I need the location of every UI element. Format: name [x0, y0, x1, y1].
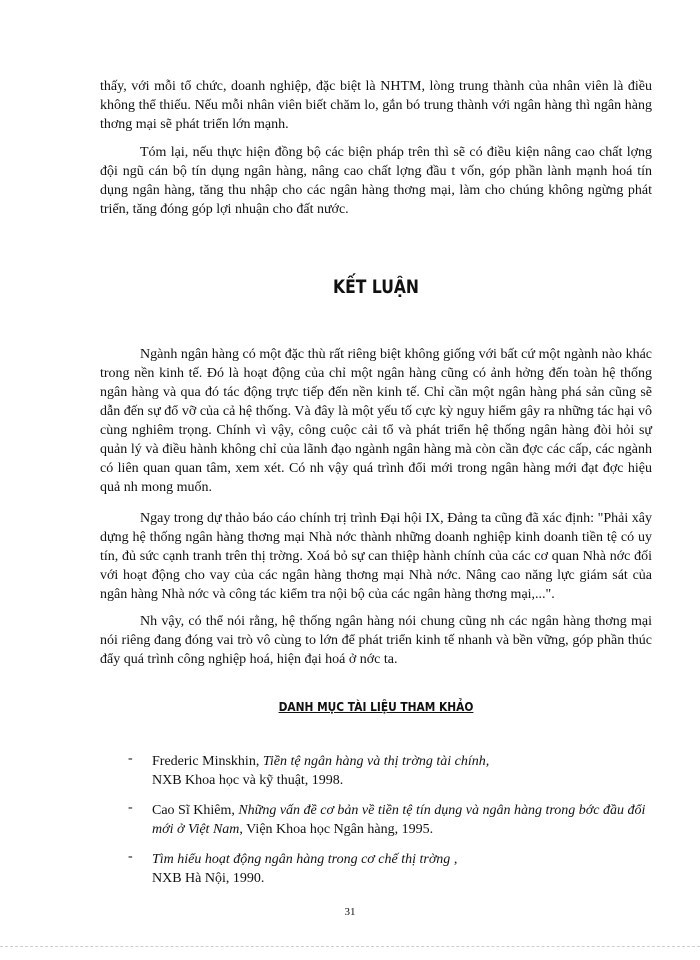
- paragraph-text: Nh vậy, có thể nói rằng, hệ thống ngân hàng nói chung cũng nh các ngân hàng thơng mại nói riêng đang đóng vai trò vô cùng to lớn để phát triển kinh tế nhanh và bền vững, góp phần thúc đẩy quá trình công nghiệp hoá, hiện đại hoá ở nớc ta.: [100, 614, 652, 667]
- bullet-dash: -: [128, 751, 133, 766]
- reference-publisher: NXB Hà Nội, 1990.: [152, 871, 265, 886]
- reference-title: Tìm hiểu hoạt động ngân hàng trong cơ chế thị trờng: [152, 852, 451, 867]
- paragraph-summary: [100, 143, 652, 219]
- reference-publisher: , Viện Khoa học Ngân hàng, 1995.: [239, 822, 434, 837]
- reference-author: Cao Sĩ Khiêm,: [152, 803, 239, 818]
- reference-item: [128, 801, 658, 839]
- footer-divider: [0, 946, 700, 947]
- bullet-dash: -: [128, 849, 133, 864]
- references-list: [128, 752, 658, 899]
- paragraph-text: Tóm lại, nếu thực hiện đồng bộ các biện pháp trên thì sẽ có điều kiện nâng cao chất lợng đội ngũ cán bộ tín dụng ngân hàng, nâng cao chất lợng đầu t vốn, góp phần lành mạnh hoá tín dụng ngân hàng, tăng thu nhập cho các ngân hàng thơng mại, làm cho chúng không ngừng phát triển, tăng đóng góp lợi nhuận cho đất nước.: [100, 145, 652, 217]
- reference-title: Những vấn đề cơ bản về tiền tệ tín dụng và ngân hàng trong bớc đầu đổi mới ở Việt Nam: [152, 803, 646, 837]
- paragraph-text: Ngay trong dự thảo báo cáo chính trị trình Đại hội IX, Đảng ta cũng đã xác định: "Phải xây dựng hệ thống ngân hàng thơng mại Nhà nớc thành những doanh nghiệp kinh doanh tiền tệ có uy tín, đủ sức cạnh tranh trên thị trờng. Xoá bỏ sự can thiệp hành chính của các cơ quan Nhà nớc đối với hoạt động cho vay của các ngân hàng thơng mại Nhà nớc. Nâng cao năng lực giám sát của ngân hàng Nhà nớc và công tác kiểm tra nội bộ của các ngân hàng thơng mại,...".: [100, 511, 652, 602]
- page-number: 31: [344, 906, 356, 918]
- bullet-dash: -: [128, 800, 133, 815]
- reference-author: Frederic Minskhin,: [152, 754, 263, 769]
- references-title: DANH MỤC TÀI LIỆU THAM KHẢO: [278, 699, 474, 714]
- section-heading-conclusion: KẾT LUẬN: [333, 276, 419, 298]
- reference-publisher: NXB Khoa học và kỹ thuật, 1998.: [152, 773, 344, 788]
- reference-punctuation: ,: [450, 852, 458, 867]
- paragraph-text: Ngành ngân hàng có một đặc thù rất riêng biệt không giống với bất cứ một ngành nào khác trong nền kinh tế. Đó là hoạt động của chỉ một ngân hàng cũng có ảnh hởng đến toàn hệ thống ngân hàng và qua đó tác động trực tiếp đến nền kinh tế. Chỉ cần một ngân hàng phá sản cũng sẽ dẫn đến sự đổ vỡ của cả hệ thống. Và đây là một yếu tố cực kỳ nguy hiểm gây ra những tác hại vô cùng nghiêm trọng. Chính vì vậy, công cuộc cải tổ và phát triển hệ thống ngân hàng đòi hỏi sự quản lý và điều hành không chỉ của lãnh đạo ngành ngân hàng mà còn cần đợc các cấp, các ngành có liên quan quan tâm, xem xét. Có nh vậy quá trình đổi mới trong ngân hàng mới đạt đợc hiệu quả nh mong muốn.: [100, 347, 652, 495]
- reference-item: [128, 752, 658, 790]
- paragraph-conclusion-1: [100, 345, 652, 497]
- reference-item: [128, 850, 658, 888]
- paragraph-text: thấy, với mỗi tổ chức, doanh nghiệp, đặc biệt là NHTM, lòng trung thành của nhân viên là điều không thể thiếu. Nếu mỗi nhân viên biết chăm lo, gắn bó trung thành với ngân hàng thì ngân hàng thơng mại sẽ phát triển lớn mạnh.: [100, 79, 652, 132]
- reference-title: Tiền tệ ngân hàng và thị trờng tài chính,: [262, 754, 490, 769]
- paragraph-conclusion-2: [100, 509, 652, 604]
- paragraph-conclusion-3: [100, 612, 652, 669]
- paragraph-loyalty: [100, 77, 652, 134]
